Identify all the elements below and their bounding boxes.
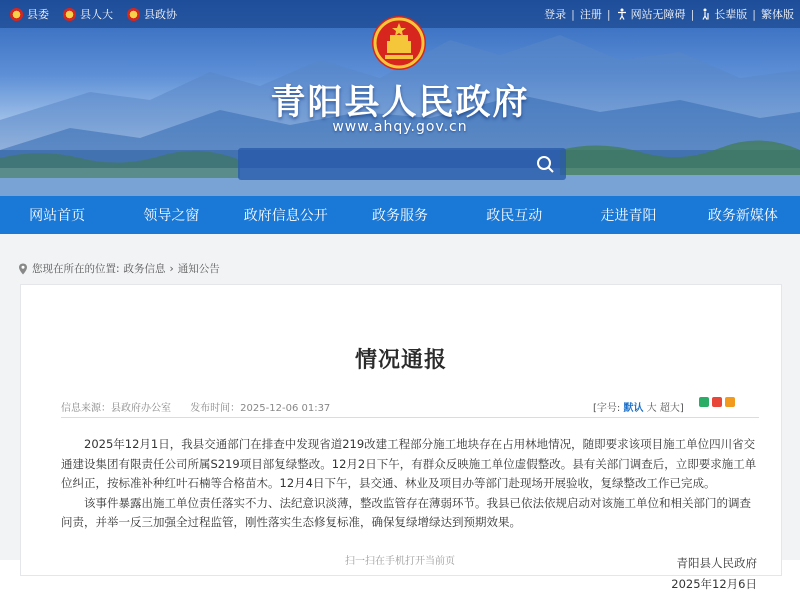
article-paragraph: 2025年12月1日，我县交通部门在排查中发现省道219改建工程部分施工地块存在占用林地情况，随即要求该项目施工单位四川省交通建设集团有限责任公司所属S219项目部复绿整改。12月2日下午，有群众反映施工单位虚假整改。县有关部门调查后，立即要求施工单位纠正，按标准补种红叶石楠等合格苗木。12月4日下午，县交通、林业及项目办等部门赴现场开展验收，复绿整改工作已完成。 — [61, 437, 757, 490]
signing-authority: 青阳县人民政府 — [676, 556, 757, 570]
accessibility-icon — [616, 8, 628, 20]
party-emblem-icon — [10, 8, 23, 21]
article-title: 情况通报 — [354, 348, 447, 373]
nav-new-media[interactable]: 政务新媒体 — [707, 208, 778, 224]
font-size-label: [字号: — [593, 403, 621, 414]
qr-scan-hint: 扫一扫在手机打开当前页 — [345, 556, 455, 567]
nav-about-qingyang[interactable]: 走进青阳 — [600, 208, 657, 224]
article-card — [20, 284, 782, 591]
search-input[interactable] — [246, 154, 520, 176]
article-publish-time: 发布时间：2025-12-06 01:37 — [190, 403, 331, 414]
font-size-switcher — [593, 399, 684, 414]
register-link[interactable]: 注册 — [579, 8, 602, 21]
link-county-committee[interactable]: 县委 — [10, 6, 49, 22]
article-paragraph: 该事件暴露出施工单位责任落实不力、法纪意识淡薄，整改监管存在薄弱环节。我县已依法依规启动对该施工单位和相关部门的调查问责，并举一反三加强全过程监管，刚性落实生态修复标准，确保复绿增绿达到预期效果。 — [61, 495, 751, 529]
weibo-share-icon[interactable] — [712, 397, 722, 407]
breadcrumb-prefix: 您现在所在的位置: — [32, 263, 120, 275]
nav-home[interactable]: 网站首页 — [29, 208, 86, 224]
article-meta — [61, 399, 330, 414]
elderly-mode-link[interactable]: 长辈版 — [714, 8, 748, 21]
traditional-chinese-link[interactable]: 繁体版 — [761, 8, 794, 21]
login-link[interactable]: 登录 — [544, 8, 567, 21]
qzone-share-icon[interactable] — [725, 397, 735, 407]
site-title: 青阳县人民政府 — [270, 82, 530, 123]
national-emblem-icon — [63, 8, 76, 21]
site-url: www.ahqy.gov.cn — [332, 119, 468, 135]
article-body — [61, 435, 761, 533]
national-emblem-logo — [371, 15, 427, 71]
breadcrumb-separator: › — [169, 262, 174, 275]
site-banner — [0, 0, 800, 196]
accessibility-link[interactable]: 网站无障碍 — [630, 8, 686, 21]
font-size-xlarge[interactable]: 超大] — [659, 403, 684, 414]
search-icon[interactable] — [532, 152, 558, 176]
cppcc-emblem-icon — [127, 8, 140, 21]
wechat-share-icon[interactable] — [699, 397, 709, 407]
nav-interaction[interactable]: 政民互动 — [486, 208, 543, 224]
location-pin-icon — [18, 263, 28, 275]
link-county-npc[interactable]: 县人大 — [63, 6, 113, 22]
content-area — [0, 234, 800, 591]
nav-leaders[interactable]: 领导之窗 — [143, 208, 200, 224]
breadcrumb-item-notices[interactable]: 通知公告 — [177, 263, 220, 275]
link-county-cppcc[interactable]: 县政协 — [127, 6, 177, 22]
nav-gov-services[interactable]: 政务服务 — [371, 208, 428, 224]
font-size-default[interactable]: 默认 — [623, 403, 644, 414]
meta-divider — [61, 417, 759, 418]
font-size-large[interactable]: 大 — [646, 403, 657, 414]
share-buttons — [699, 397, 735, 407]
elderly-mode-icon — [699, 8, 711, 20]
article-source: 信息来源：县政府办公室 — [61, 403, 171, 414]
breadcrumb-item-gov-info[interactable]: 政务信息 — [123, 263, 166, 275]
top-utility-bar: 县委 县人大 县政协 登录 | 注册 | 网站无障碍 | 长辈版 | 繁体版 — [0, 0, 800, 28]
main-navigation — [0, 196, 800, 234]
nav-info-disclosure[interactable]: 政府信息公开 — [243, 208, 328, 224]
site-search-box — [238, 148, 566, 180]
signing-date: 2025年12月6日 — [671, 577, 757, 591]
breadcrumb — [18, 261, 220, 276]
